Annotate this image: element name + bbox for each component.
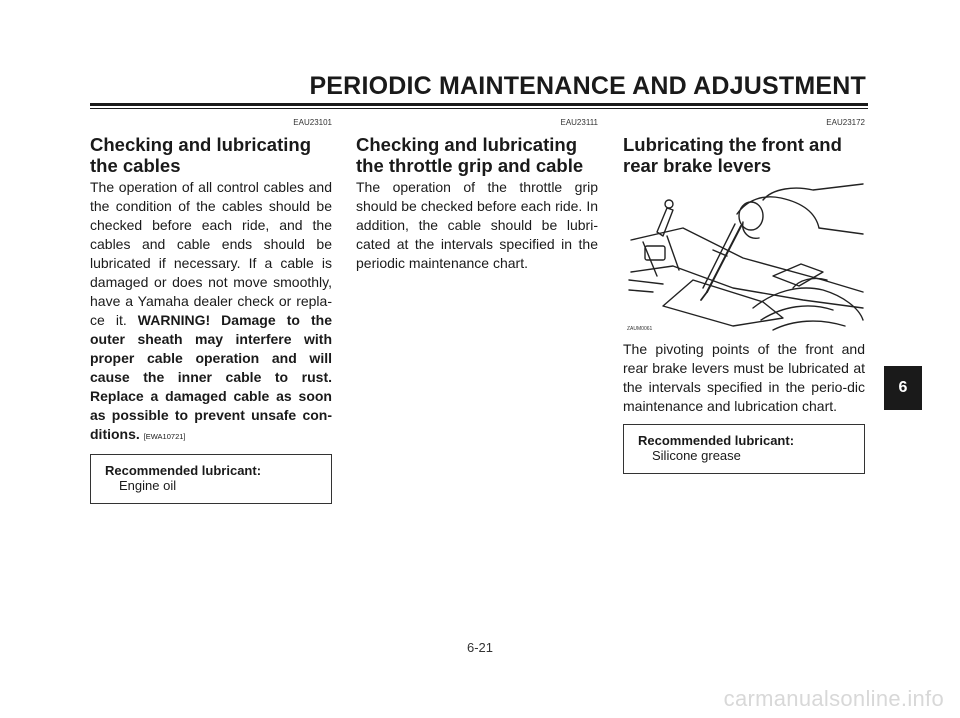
header-rule-thin — [90, 108, 868, 109]
brake-lever-illustration — [623, 180, 865, 340]
section-throttle — [356, 118, 598, 273]
section-title: Checking and lubricating the throttle grip and cable — [356, 134, 584, 176]
lubricant-value: Engine oil — [119, 478, 177, 493]
section-code: EAU23111 — [560, 118, 598, 127]
warning-text: WARNING! Damage to the outer sheath may interfere with proper cable operation and will cause the inner cable to rust. Replace a damaged cable as soon as possible to prevent unsafe con-ditions. — [90, 312, 332, 442]
lubricant-box — [623, 424, 865, 474]
section-title: Lubricating the front and rear brake levers — [623, 134, 842, 176]
section-body: The pivoting points of the front and rear brake levers must be lubricated at the intervals specified in the perio-dic maintenance and lubrication chart. — [623, 341, 865, 414]
page-header-title: PERIODIC MAINTENANCE AND ADJUSTMENT — [309, 72, 866, 100]
section-cables — [90, 118, 332, 504]
figure-code: ZAUM0061 — [627, 326, 653, 332]
header-rule — [90, 103, 868, 106]
lubrication-drawing — [623, 180, 865, 340]
page-number: 6-21 — [466, 640, 494, 655]
body-text: The operation of all control cables and the condition of the cables should be checked before each ride, and the cables and cable ends should be lubricated if necessary. If a cable is damaged or does not move smoothly, have a Yamaha dealer check or repla-ce it. — [90, 179, 332, 328]
section-code: EAU23101 — [293, 118, 332, 127]
section-body — [90, 178, 332, 446]
watermark: carmanualsonline.info — [723, 686, 944, 711]
lubricant-value: Silicone grease — [652, 448, 741, 463]
lubricant-box — [90, 454, 332, 504]
section-title: Checking and lubricating the cables — [90, 134, 311, 176]
lubricant-label: Recommended lubricant: — [638, 433, 795, 448]
section-brake-levers — [623, 118, 865, 474]
lubricant-label: Recommended lubricant: — [105, 463, 262, 478]
section-body: The operation of the throttle grip should be checked before each ride. In addition, the cable should be lubri-cated at the intervals specified in the periodic maintenance chart. — [356, 179, 598, 271]
section-code: EAU23172 — [826, 118, 865, 127]
chapter-tab: 6 — [884, 366, 922, 410]
warning-code: [EWA10721] — [143, 432, 186, 441]
